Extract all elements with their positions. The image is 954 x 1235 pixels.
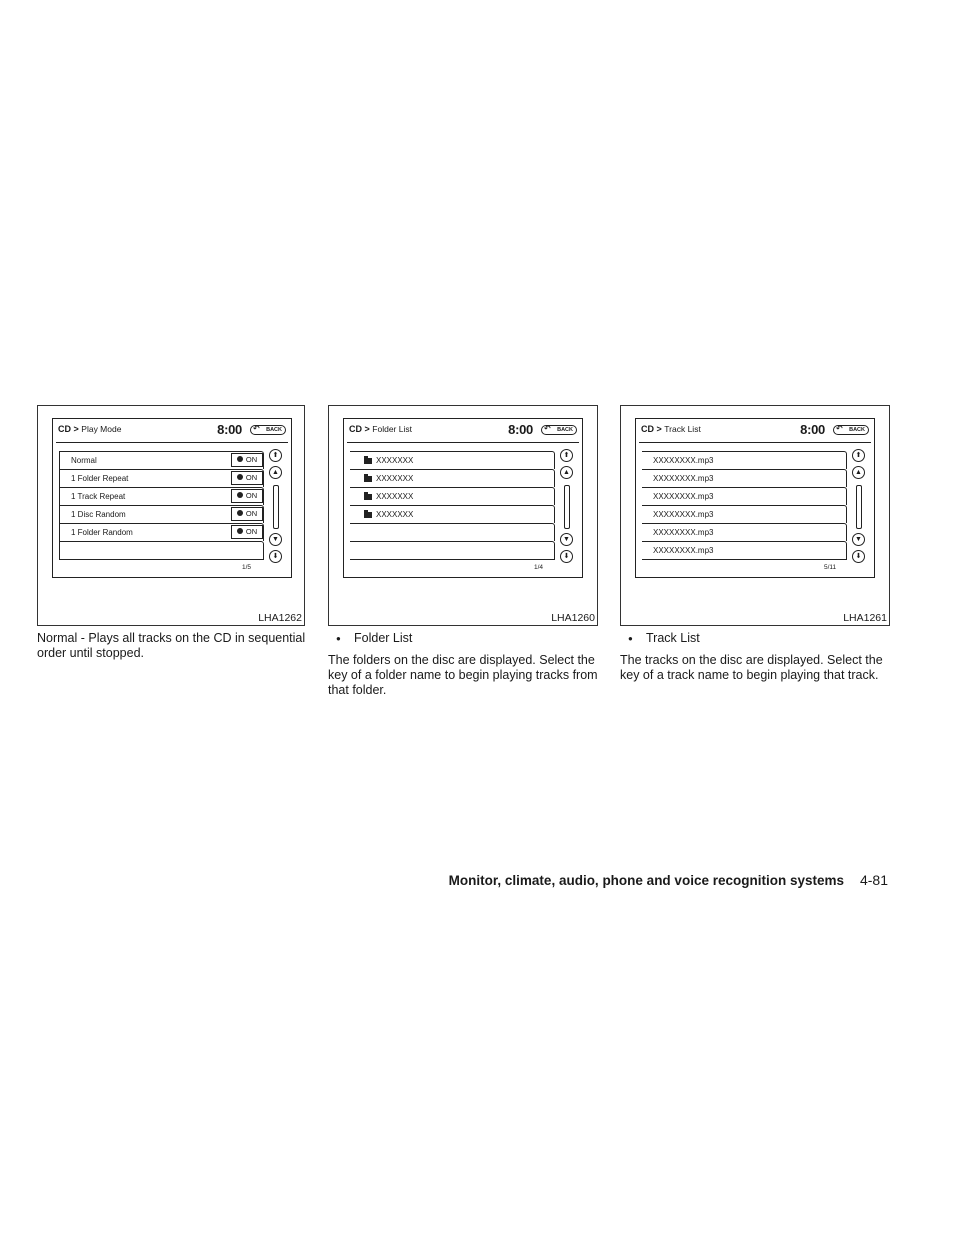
back-arrow-icon: ↶ bbox=[836, 424, 843, 433]
list-item-empty bbox=[350, 523, 555, 541]
figure-code: LHA1262 bbox=[258, 612, 302, 624]
folder-icon bbox=[364, 458, 372, 464]
list-item[interactable]: XXXXXXX bbox=[350, 487, 555, 505]
screen-play-mode bbox=[52, 418, 292, 578]
scroll-controls bbox=[269, 449, 285, 569]
back-button[interactable]: ↶ BACK bbox=[250, 425, 286, 435]
screen-folder-list bbox=[343, 418, 583, 578]
caption-bullet: ● Folder List bbox=[328, 631, 600, 646]
breadcrumb: CD > Play Mode bbox=[58, 424, 122, 434]
figure-folder-list bbox=[328, 405, 598, 626]
back-button[interactable]: ↶ BACK bbox=[833, 425, 869, 435]
on-indicator: ON bbox=[231, 489, 263, 503]
page-indicator: 1/4 bbox=[534, 564, 544, 571]
list-item[interactable]: 1 Track Repeat ON bbox=[59, 487, 264, 505]
list-item[interactable]: XXXXXXX bbox=[350, 505, 555, 523]
clock: 8:00 bbox=[217, 422, 242, 437]
figure-code: LHA1261 bbox=[843, 612, 887, 624]
caption-bullet: ● Track List bbox=[620, 631, 892, 646]
caption-text: Normal - Plays all tracks on the CD in sequential order until stopped. bbox=[37, 631, 306, 660]
on-indicator: ON bbox=[231, 453, 263, 467]
caption-column-1 bbox=[37, 631, 309, 668]
list-item[interactable]: XXXXXXXX.mp3 bbox=[642, 505, 847, 523]
scroll-down-icon[interactable]: ▼ bbox=[269, 533, 282, 546]
list-item[interactable]: XXXXXXX bbox=[350, 451, 555, 469]
breadcrumb: CD > Folder List bbox=[349, 424, 412, 434]
page-down-icon[interactable]: ⬇ bbox=[269, 550, 282, 563]
list-item[interactable]: Normal ON bbox=[59, 451, 264, 469]
folder-icon bbox=[364, 512, 372, 518]
play-mode-list bbox=[59, 451, 264, 560]
list-item-empty bbox=[350, 541, 555, 560]
list-item-empty bbox=[59, 541, 264, 560]
indicator-dot-icon bbox=[237, 528, 243, 534]
caption-text: The tracks on the disc are displayed. Select the key of a track name to begin playing that track. bbox=[620, 653, 883, 682]
list-item[interactable]: XXXXXXXX.mp3 bbox=[642, 451, 847, 469]
header-divider bbox=[56, 442, 288, 443]
indicator-dot-icon bbox=[237, 474, 243, 480]
figure-play-mode bbox=[37, 405, 305, 626]
clock: 8:00 bbox=[800, 422, 825, 437]
header-divider bbox=[639, 442, 871, 443]
caption-column-2 bbox=[328, 631, 600, 705]
page-indicator: 5/11 bbox=[824, 564, 837, 571]
list-item[interactable]: 1 Disc Random ON bbox=[59, 505, 264, 523]
screen-header bbox=[349, 423, 577, 439]
page-down-icon[interactable]: ⬇ bbox=[560, 550, 573, 563]
folder-list bbox=[350, 451, 555, 560]
footer-page-number: 4-81 bbox=[859, 872, 888, 888]
scroll-up-icon[interactable]: ▲ bbox=[852, 466, 865, 479]
scroll-down-icon[interactable]: ▼ bbox=[560, 533, 573, 546]
scroll-controls bbox=[560, 449, 576, 569]
scrollbar[interactable] bbox=[856, 485, 862, 529]
caption-column-3 bbox=[620, 631, 892, 690]
breadcrumb: CD > Track List bbox=[641, 424, 701, 434]
list-item[interactable]: 1 Folder Random ON bbox=[59, 523, 264, 541]
on-indicator: ON bbox=[231, 471, 263, 485]
scroll-down-icon[interactable]: ▼ bbox=[852, 533, 865, 546]
on-indicator: ON bbox=[231, 507, 263, 521]
scroll-controls bbox=[852, 449, 868, 569]
scrollbar[interactable] bbox=[564, 485, 570, 529]
page-up-icon[interactable]: ⬆ bbox=[560, 449, 573, 462]
page-up-icon[interactable]: ⬆ bbox=[852, 449, 865, 462]
back-arrow-icon: ↶ bbox=[544, 424, 551, 433]
scroll-up-icon[interactable]: ▲ bbox=[269, 466, 282, 479]
screen-track-list bbox=[635, 418, 875, 578]
page-indicator: 1/5 bbox=[242, 564, 252, 571]
list-item[interactable]: XXXXXXXX.mp3 bbox=[642, 469, 847, 487]
list-item[interactable]: XXXXXXXX.mp3 bbox=[642, 487, 847, 505]
figure-code: LHA1260 bbox=[551, 612, 595, 624]
track-list bbox=[642, 451, 847, 560]
page-up-icon[interactable]: ⬆ bbox=[269, 449, 282, 462]
indicator-dot-icon bbox=[237, 456, 243, 462]
back-button[interactable]: ↶ BACK bbox=[541, 425, 577, 435]
scroll-up-icon[interactable]: ▲ bbox=[560, 466, 573, 479]
folder-icon bbox=[364, 494, 372, 500]
footer-section-title: Monitor, climate, audio, phone and voice recognition systems bbox=[448, 873, 844, 888]
figure-track-list bbox=[620, 405, 890, 626]
list-item[interactable]: XXXXXXXX.mp3 bbox=[642, 541, 847, 560]
caption-text: The folders on the disc are displayed. Select the key of a folder name to begin playing tracks from that folder. bbox=[328, 653, 598, 697]
list-item[interactable]: XXXXXXXX.mp3 bbox=[642, 523, 847, 541]
list-item[interactable]: XXXXXXX bbox=[350, 469, 555, 487]
list-item[interactable]: 1 Folder Repeat ON bbox=[59, 469, 264, 487]
folder-icon bbox=[364, 476, 372, 482]
scrollbar[interactable] bbox=[273, 485, 279, 529]
screen-header bbox=[58, 423, 286, 439]
back-arrow-icon: ↶ bbox=[253, 424, 260, 433]
on-indicator: ON bbox=[231, 525, 263, 539]
page-down-icon[interactable]: ⬇ bbox=[852, 550, 865, 563]
indicator-dot-icon bbox=[237, 510, 243, 516]
clock: 8:00 bbox=[508, 422, 533, 437]
indicator-dot-icon bbox=[237, 492, 243, 498]
screen-header bbox=[641, 423, 869, 439]
header-divider bbox=[347, 442, 579, 443]
